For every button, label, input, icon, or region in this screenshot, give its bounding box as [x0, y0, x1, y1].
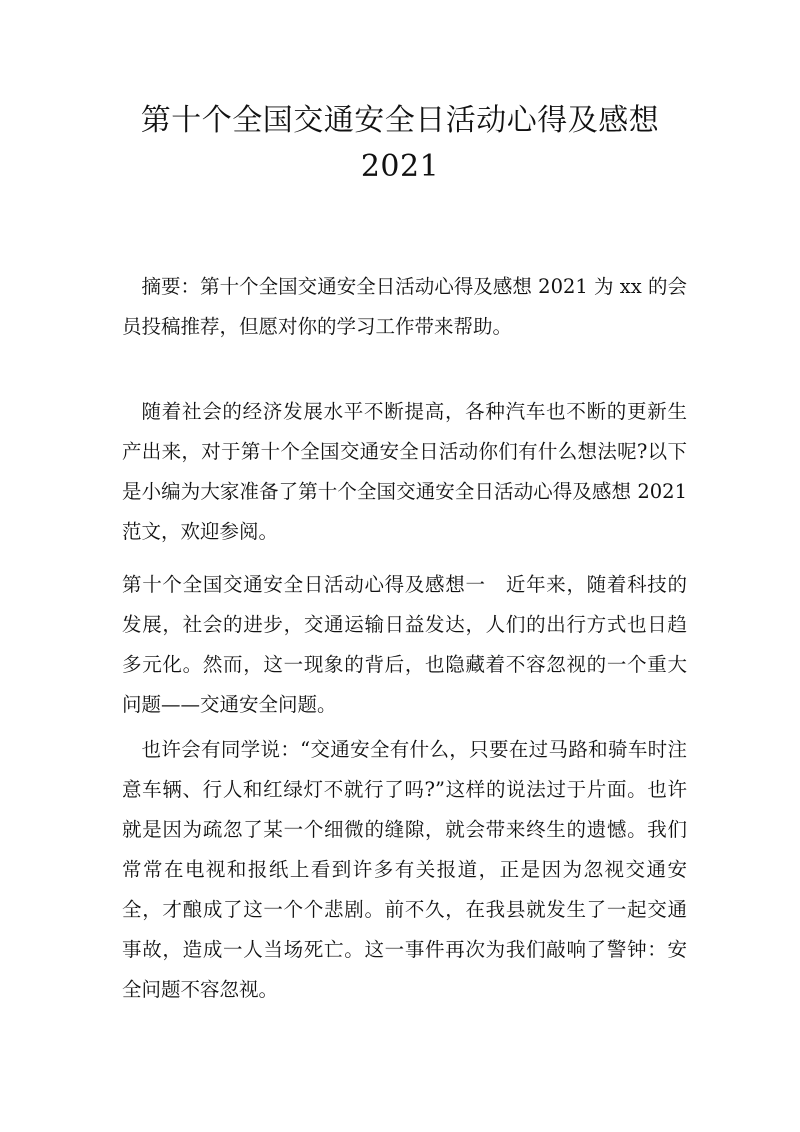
intro-paragraph: 随着社会的经济发展水平不断提高，各种汽车也不断的更新生产出来，对于第十个全国交通安全日活动你们有什么想法呢?以下是小编为大家准备了第十个全国交通安全日活动心得及感想 2021 范文，欢迎参阅。 [122, 400, 687, 543]
document-title-year: 2021 [360, 149, 440, 184]
body-paragraph: 也许会有同学说：“交通安全有什么，只要在过马路和骑车时注意车辆、行人和红绿灯不就行了吗?”这样的说法过于片面。也许就是因为疏忽了某一个细微的缝隙，就会带来终生的遗憾。我们常常在电视和报纸上看到许多有关报道，正是因为忽视交通安全，才酿成了这一个个悲剧。前不久，在我县就发生了一起交通事故，造成一人当场死亡。这一事件再次为我们敲响了警钟：安全问题不容忽视。 [122, 738, 687, 1001]
section-one-paragraph: 第十个全国交通安全日活动心得及感想一 近年来，随着科技的发展，社会的进步，交通运输日益发达，人们的出行方式也日趋多元化。然而，这一现象的背后，也隐藏着不容忽视的一个重大问题——交通安全问题。 [122, 573, 687, 716]
document-title: 第十个全国交通安全日活动心得及感想 [140, 103, 660, 138]
abstract-paragraph: 摘要：第十个全国交通安全日活动心得及感想 2021 为 xx 的会员投稿推荐，但愿对你的学习工作带来帮助。 [122, 275, 687, 338]
